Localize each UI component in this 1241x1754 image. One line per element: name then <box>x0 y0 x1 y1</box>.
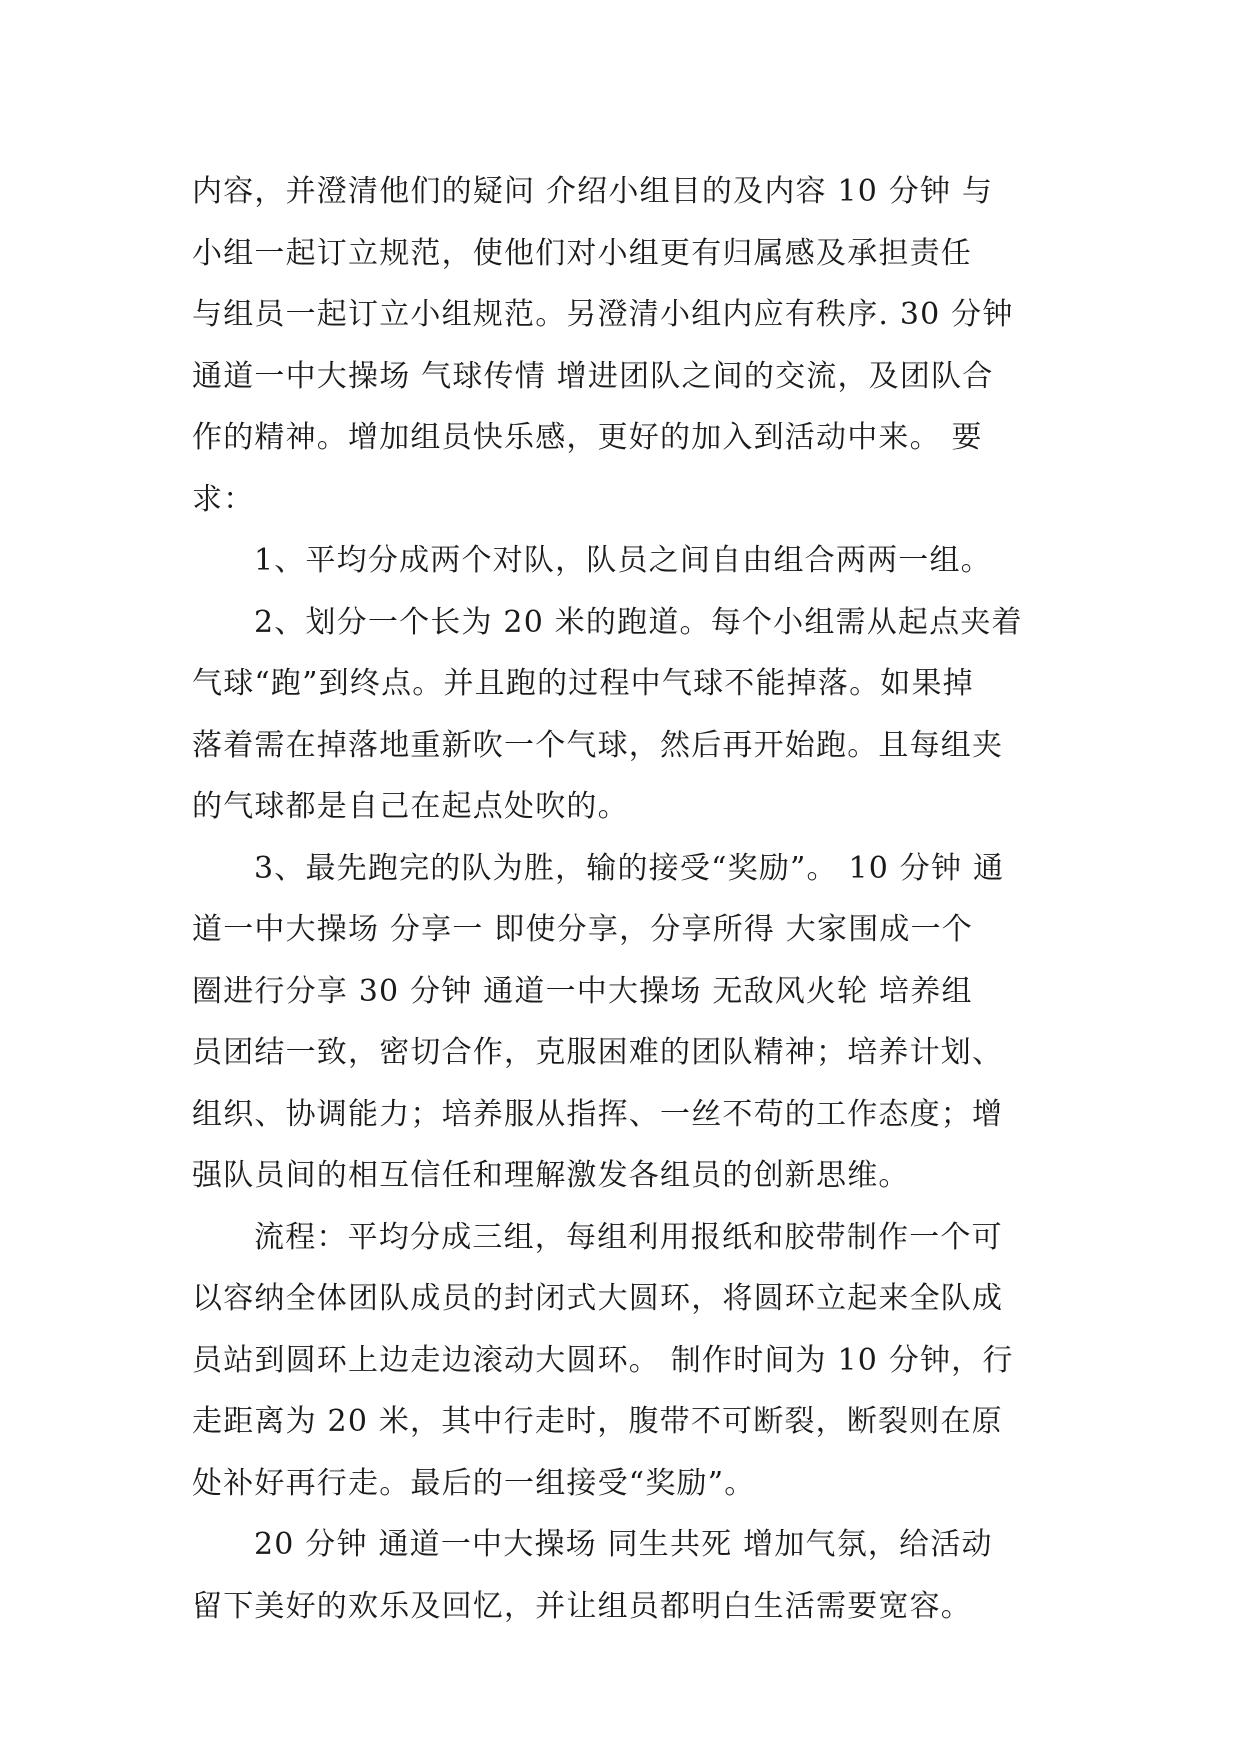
text-line: 20 分钟 通道一中大操场 同生共死 增加气氛，给活动 <box>254 1527 993 1562</box>
text-line: 的气球都是自己在起点处吹的。 <box>192 789 629 824</box>
text-line: 员站到圆环上边走边滚动大圆环。 制作时间为 10 分钟，行 <box>192 1342 1014 1378</box>
text-line: 员团结一致，密切合作，克服困难的团队精神；培养计划、 <box>192 1035 1004 1070</box>
text-line: 留下美好的欢乐及回忆，并让组员都明白生活需要宽容。 <box>192 1588 972 1624</box>
text-line: 2、划分一个长为 20 米的跑道。每个小组需从起点夹着 <box>254 604 1023 640</box>
text-line: 流程：平均分成三组，每组利用报纸和胶带制作一个可 <box>254 1219 1003 1255</box>
text-line: 走距离为 20 米，其中行走时，腹带不可断裂，断裂则在原 <box>192 1404 1003 1439</box>
text-line: 小组一起订立规范，使他们对小组更有归属感及承担责任 <box>192 235 972 271</box>
text-line: 强队员间的相互信任和理解激发各组员的创新思维。 <box>192 1158 910 1193</box>
text-line: 3、最先跑完的队为胜，输的接受“奖励”。 10 分钟 通 <box>254 850 1005 886</box>
text-line: 作的精神。增加组员快乐感，更好的加入到活动中来。 要 <box>192 420 983 455</box>
text-line: 1、平均分成两个对队，队员之间自由组合两两一组。 <box>254 543 992 578</box>
text-line: 落着需在掉落地重新吹一个气球，然后再开始跑。且每组夹 <box>192 727 1004 763</box>
document-body <box>192 161 1052 1637</box>
text-line: 组织、协调能力；培养服从指挥、一丝不苟的工作态度；增 <box>192 1096 1004 1132</box>
text-line: 通道一中大操场 气球传情 增进团队之间的交流，及团队合 <box>192 358 994 394</box>
text-line: 道一中大操场 分享一 即使分享，分享所得 大家围成一个 <box>192 912 974 947</box>
text-line: 处补好再行走。最后的一组接受“奖励”。 <box>192 1465 756 1501</box>
text-line: 圈进行分享 30 分钟 通道一中大操场 无敌风火轮 培养组 <box>192 973 973 1009</box>
text-line: 与组员一起订立小组规范。另澄清小组内应有秩序. 30 分钟 <box>192 297 1014 332</box>
text-line: 气球“跑”到终点。并且跑的过程中气球不能掉落。如果掉 <box>192 666 974 701</box>
text-line: 以容纳全体团队成员的封闭式大圆环，将圆环立起来全队成 <box>192 1281 1004 1316</box>
text-line: 求： <box>192 481 255 517</box>
text-line: 内容，并澄清他们的疑问 介绍小组目的及内容 10 分钟 与 <box>192 174 994 209</box>
